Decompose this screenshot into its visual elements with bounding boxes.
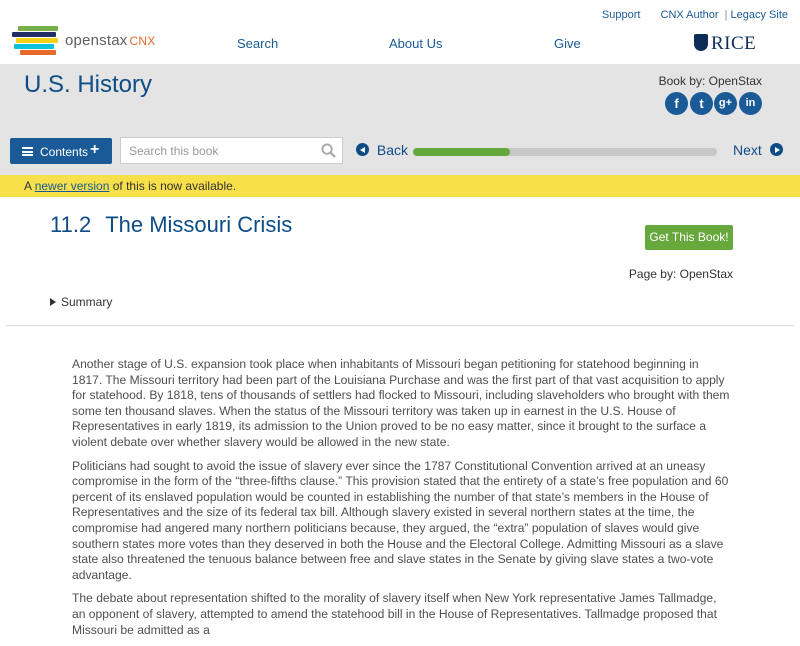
list-icon: [22, 147, 33, 156]
logo-sub: CNX: [129, 34, 156, 48]
page-author: Page by: OpenStax: [628, 267, 733, 281]
next-label: Next: [733, 142, 762, 158]
page-title: [50, 212, 292, 238]
book-progress-bar: [413, 148, 717, 156]
cnx-author-link[interactable]: CNX Author: [660, 9, 719, 21]
book-title[interactable]: U.S. History: [24, 71, 153, 98]
newer-version-link[interactable]: newer version: [34, 179, 110, 193]
linkedin-icon[interactable]: in: [739, 92, 762, 115]
search-icon[interactable]: [321, 143, 336, 158]
caret-right-icon: [50, 298, 56, 306]
paragraph: Another stage of U.S. expansion took place when inhabitants of Missouri began petitioning for statehood beginning in 1817. The Missouri territory had been part of the Louisiana Purchase and was the first part of that vast acquisition to apply for statehood. By 1818, tens of thousands of settlers had flocked to Missouri, including slaveholders who brought with them some ten thousand slaves. When the status of the Missouri territory was taken up in earnest in the U.S. House of Representatives in early 1819, its admission to the Union proved to be no easy matter, since it brought to the surface a violent debate over whether slavery would be allowed in the new state.: [72, 357, 730, 449]
summary-toggle[interactable]: [50, 295, 112, 309]
contents-label: Contents: [40, 145, 89, 159]
legacy-site-link[interactable]: Legacy Site: [730, 9, 788, 21]
section-title: The Missouri Crisis: [105, 212, 293, 237]
chevron-left-icon: [356, 143, 369, 156]
contents-button[interactable]: [10, 138, 112, 164]
search-book-box: [120, 137, 343, 164]
nav-about-us[interactable]: About Us: [389, 36, 443, 51]
plus-icon: +: [90, 141, 100, 158]
chevron-right-icon: [770, 143, 783, 156]
google-plus-icon[interactable]: g+: [714, 92, 737, 115]
paragraph: Politicians had sought to avoid the issue of slavery ever since the 1787 Constitutional Convention arrived at an uneasy compromise in the form of the “three-fifths clause.” This provision stated that the entirety of a state’s free population and 60 percent of its enslaved population would be counted in establishing the number of that state’s members in the House of Representatives and the size of its federal tax bill. Although slavery existed in several northern states at the time, the compromise had angered many northern politicians because, they argued, the “extra” population of slaves would give southern states more votes than they deserved in both the House and the Electoral College. Admitting Missouri as a slave state also threatened the tenuous balance between free and slave states in the Senate by giving slave states a two-vote advantage.: [72, 458, 729, 582]
book-author: Book by: OpenStax: [658, 74, 762, 88]
summary-label: Summary: [61, 295, 113, 309]
twitter-icon[interactable]: t: [690, 92, 713, 115]
rice-logo[interactable]: RICE: [694, 33, 756, 53]
logo-text: openstax CNX: [65, 32, 156, 49]
openstax-logo-icon: [12, 26, 60, 54]
utility-links: [602, 9, 788, 21]
rice-shield-icon: [694, 34, 708, 51]
divider: [6, 325, 794, 326]
link-separator: |: [724, 9, 728, 21]
openstax-logo[interactable]: [12, 26, 172, 56]
section-number: 11.2: [50, 212, 92, 237]
back-button[interactable]: [356, 142, 408, 158]
notice-text: A newer version of this is now available.: [24, 179, 237, 193]
support-link[interactable]: Support: [601, 9, 641, 21]
get-this-book-button[interactable]: Get This Book!: [645, 225, 733, 250]
paragraph: The debate about representation shifted to the morality of slavery itself when New York representative James Tallmadge, an opponent of slavery, attempted to amend the statehood bill in the House of Representatives. Tallmadge proposed that Missouri be admitted as a: [72, 591, 717, 637]
nav-search[interactable]: Search: [237, 36, 279, 51]
next-button[interactable]: [733, 142, 783, 158]
back-label: Back: [376, 142, 409, 158]
book-header: [0, 64, 800, 175]
facebook-icon[interactable]: f: [665, 92, 688, 115]
page-body: [72, 357, 730, 646]
top-navigation: [0, 0, 800, 64]
progress-fill: [413, 148, 510, 156]
newer-version-notice: [0, 175, 800, 197]
nav-give[interactable]: Give: [554, 36, 581, 51]
search-book-input[interactable]: [129, 142, 319, 160]
